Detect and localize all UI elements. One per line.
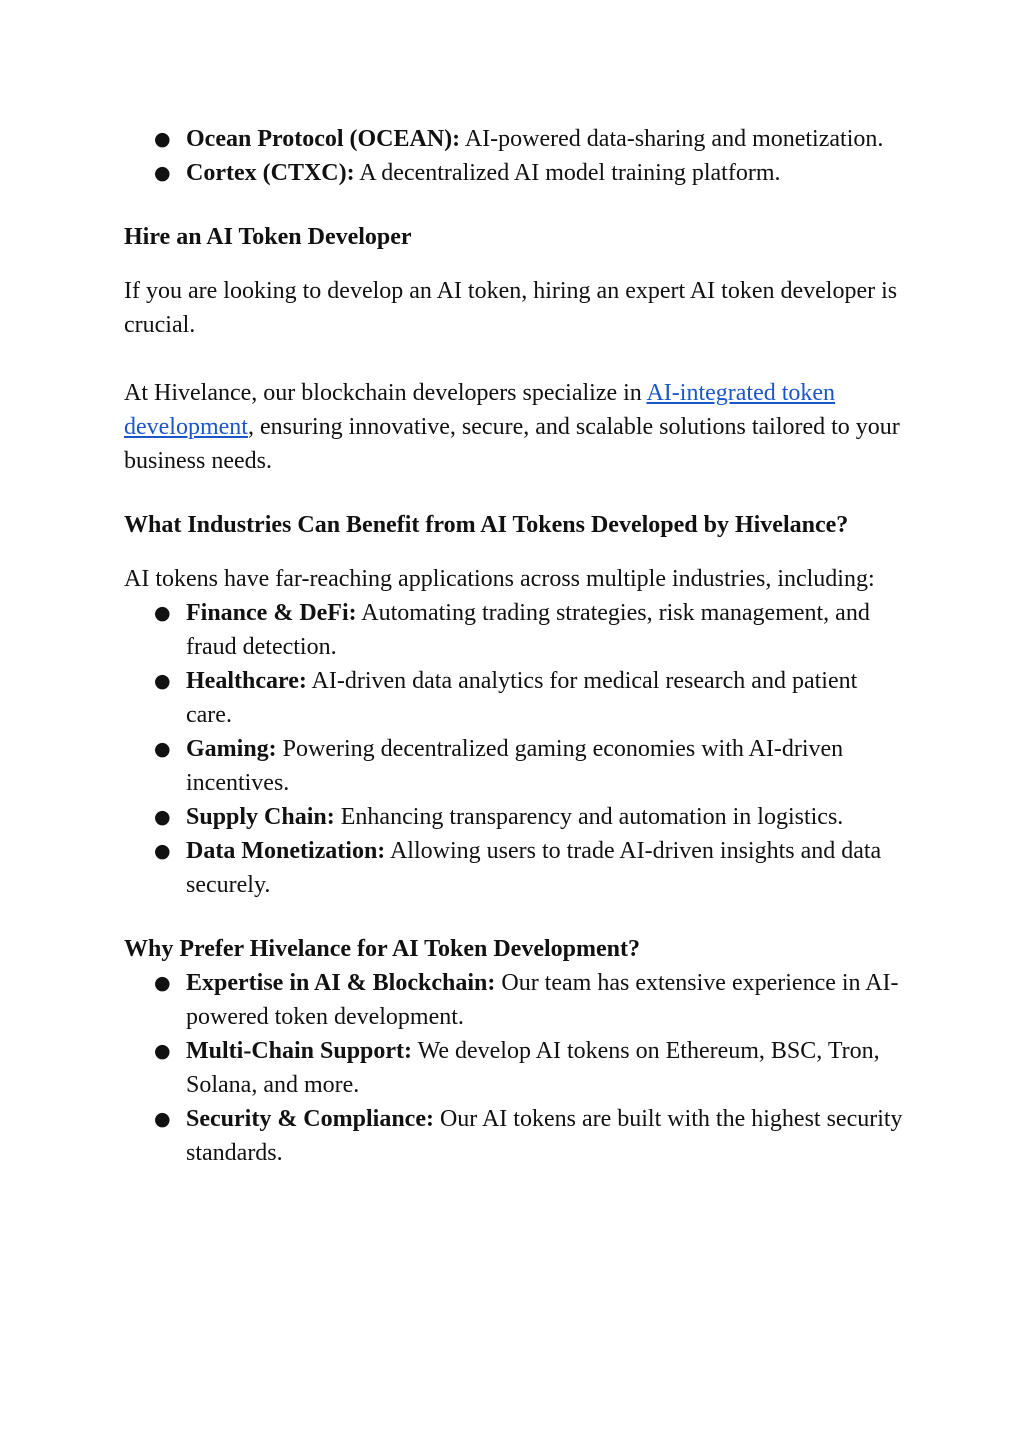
list-item [124,122,904,156]
list-item-term: Ocean Protocol (OCEAN): [186,126,461,152]
list-item-term: Gaming: [186,736,277,762]
list-item-term: Cortex (CTXC): [186,160,355,186]
paragraph-text-after-link: , ensuring innovative, secure, and scalable solutions tailored to your business needs. [124,414,900,474]
list-item [124,800,904,834]
token-examples-list [124,122,904,190]
list-item-term: Multi-Chain Support: [186,1038,413,1064]
list-item-desc: Allowing users to trade AI-driven insights and data securely. [186,838,882,898]
list-item-term: Healthcare: [186,668,307,694]
heading-hire-developer: Hire an AI Token Developer [124,224,412,250]
list-item [124,664,904,732]
list-item-term: Expertise in AI & Blockchain: [186,970,496,996]
list-item-term: Finance & DeFi: [186,600,357,626]
list-item-desc: Automating trading strategies, risk management, and fraud detection. [186,600,870,660]
ai-integrated-token-development-link[interactable]: AI-integrated token development [124,380,836,440]
why-hivelance-list [124,966,904,1170]
heading-industries: What Industries Can Benefit from AI Tokens Developed by Hivelance? [124,512,849,538]
heading-why-hivelance: Why Prefer Hivelance for AI Token Development? [124,936,640,962]
list-item-term: Data Monetization: [186,838,386,864]
list-item [124,732,904,800]
list-item [124,834,904,902]
paragraph-hivelance [124,376,904,478]
list-item-term: Security & Compliance: [186,1106,434,1132]
list-item [124,966,904,1034]
list-item-desc: Powering decentralized gaming economies with AI-driven incentives. [186,736,844,796]
list-item [124,1034,904,1102]
list-item [124,596,904,664]
list-item [124,156,904,190]
list-item-desc: Enhancing transparency and automation in logistics. [334,804,844,830]
industries-list [124,596,904,902]
list-item-desc: We develop AI tokens on Ethereum, BSC, Tron, Solana, and more. [186,1038,880,1098]
list-item-desc: A decentralized AI model training platform. [354,160,781,186]
paragraph-hire-intro: If you are looking to develop an AI token, hiring an expert AI token developer is crucial. [124,278,898,338]
paragraph-text-before-link: At Hivelance, our blockchain developers specialize in [124,380,647,406]
list-item-desc: AI-powered data-sharing and monetization. [460,126,884,152]
document-page [124,122,904,1170]
list-item-desc: Our team has extensive experience in AI-powered token development. [186,970,899,1030]
list-item-desc: Our AI tokens are built with the highest security standards. [186,1106,903,1166]
list-item-desc: AI-driven data analytics for medical research and patient care. [186,668,858,728]
list-item [124,1102,904,1170]
list-item-term: Supply Chain: [186,804,335,830]
paragraph-industries-intro: AI tokens have far-reaching applications across multiple industries, including: [124,566,875,592]
